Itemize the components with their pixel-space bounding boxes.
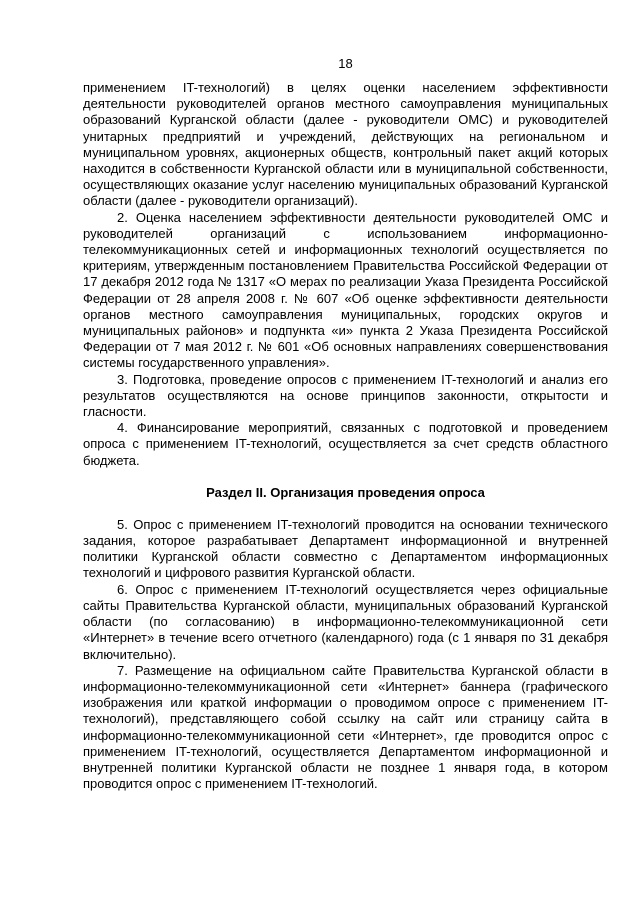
paragraph-5: 5. Опрос с применением IT-технологий проводится на основании технического задания, которое разрабатывает Департамент информационной и внутренней политики Курганской области совместно с Департаментом информационных технологий и цифрового развития Курганской области.	[83, 516, 608, 581]
paragraph-6: 6. Опрос с применением IT-технологий осуществляется через официальные сайты Правительства Курганской области, муниципальных образований Курганской области (по согласованию) в информационно-телекоммуникационной сети «Интернет» в течение всего отчетного (календарного) года (с 1 января по 31 декабря включительно).	[83, 581, 608, 662]
paragraph-7: 7. Размещение на официальном сайте Правительства Курганской области в информационно-телекоммуникационной сети «Интернет» баннера (графического изображения или краткой информации о проводимом опросе с применением IT-технологий), представляющего собой ссылку на сайт или страницу сайта в информационно-телекоммуникационной сети «Интернет», где проводится опрос с применением IT-технологий, осуществляется Департаментом информационной и внутренней политики Курганской области не позднее 1 января года, в котором проводится опрос с применением IT-технологий.	[83, 662, 608, 792]
document-page	[83, 56, 608, 792]
section-title: Раздел II. Организация проведения опроса	[206, 484, 485, 500]
paragraph-4: 4. Финансирование мероприятий, связанных с подготовкой и проведением опроса с применением IT-технологий, осуществляется за счет средств областного бюджета.	[83, 420, 608, 468]
paragraph-2: 2. Оценка населением эффективности деятельности руководителей ОМС и руководителей организаций с использованием информационно-телекоммуникационных сетей и информационных технологий осуществляется по критериям, утвержденным постановлением Правительства Российской Федерации от 17 декабря 2012 года № 1317 «О мерах по реализации Указа Президента Российской Федерации от 28 апреля 2008 г. № 607 «Об оценке эффективности деятельности органов местного самоуправления муниципальных, городских округов и муниципальных районов» и подпункта «и» пункта 2 Указа Президента Российской Федерации от 7 мая 2012 г. № 601 «Об основных направлениях совершенствования системы государственного управления».	[83, 209, 608, 371]
paragraph-continuation: применением IT-технологий) в целях оценки населением эффективности деятельности руководителей органов местного самоуправления муниципальных образований Курганской области (далее - руководители ОМС) и руководителей унитарных предприятий и учреждений, действующих на региональном и муниципальном уровнях, акционерных обществ, контрольный пакет акций которых находится в собственности Курганской области или в муниципальной собственности, осуществляющих оказание услуг населению муниципальных образований Курганской области (далее - руководители организаций).	[83, 80, 608, 209]
paragraph-3: 3. Подготовка, проведение опросов с применением IT-технологий и анализ его результатов осуществляются на основе принципов законности, открытости и гласности.	[83, 371, 608, 420]
page-number: 18	[338, 56, 353, 71]
